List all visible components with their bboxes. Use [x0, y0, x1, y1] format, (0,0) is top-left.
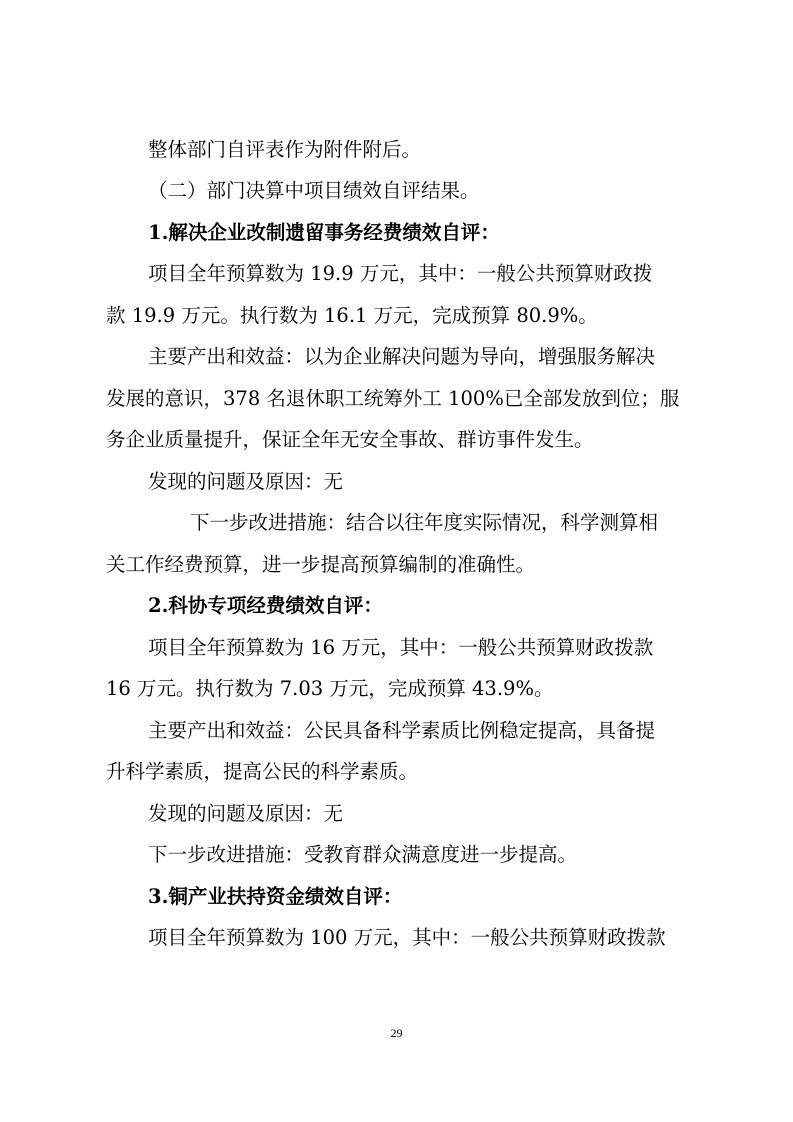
project-heading-1: 1.解决企业改制遗留事务经费绩效自评： — [148, 221, 500, 244]
project-heading-3: 3.铜产业扶持资金绩效自评： — [148, 885, 403, 908]
text-line-continuation: 整体部门自评表作为附件附后。 — [148, 138, 422, 161]
paragraph-output-1-line-2: 发展的意识，378 名退休职工统筹外工 100%已全部发放到位；服 — [106, 387, 680, 410]
paragraph-budget-1-line-2: 款 19.9 万元。执行数为 16.1 万元，完成预算 80.9%。 — [106, 304, 598, 327]
paragraph-improve-1-line-1: 下一步改进措施：结合以往年度实际情况，科学测算相 — [190, 511, 659, 534]
paragraph-issues-1: 发现的问题及原因：无 — [148, 470, 344, 493]
page-number: 29 — [390, 1026, 403, 1040]
paragraph-output-1-line-1: 主要产出和效益：以为企业解决问题为导向，增强服务解决 — [148, 345, 656, 368]
paragraph-improve-1-line-2: 关工作经费预算，进一步提高预算编制的准确性。 — [106, 553, 536, 576]
project-heading-2: 2.科协专项经费绩效自评： — [148, 594, 383, 617]
paragraph-budget-2-line-1: 项目全年预算数为 16 万元，其中：一般公共预算财政拨款 — [148, 636, 654, 659]
paragraph-issues-2: 发现的问题及原因：无 — [148, 802, 344, 825]
paragraph-output-1-line-3: 务企业质量提升，保证全年无安全事故、群访事件发生。 — [106, 428, 594, 451]
paragraph-output-2-line-1: 主要产出和效益：公民具备科学素质比例稳定提高，具备提 — [148, 719, 656, 742]
section-subtitle: （二）部门决算中项目绩效自评结果。 — [148, 179, 480, 202]
paragraph-output-2-line-2: 升科学素质，提高公民的科学素质。 — [106, 760, 419, 783]
paragraph-budget-2-line-2: 16 万元。执行数为 7.03 万元，完成预算 43.9%。 — [106, 677, 554, 700]
paragraph-improve-2: 下一步改进措施：受教育群众满意度进一步提高。 — [148, 843, 578, 866]
paragraph-budget-1-line-1: 项目全年预算数为 19.9 万元，其中：一般公共预算财政拨 — [148, 262, 653, 285]
paragraph-budget-3-line-1: 项目全年预算数为 100 万元，其中：一般公共预算财政拨款 — [148, 926, 666, 949]
